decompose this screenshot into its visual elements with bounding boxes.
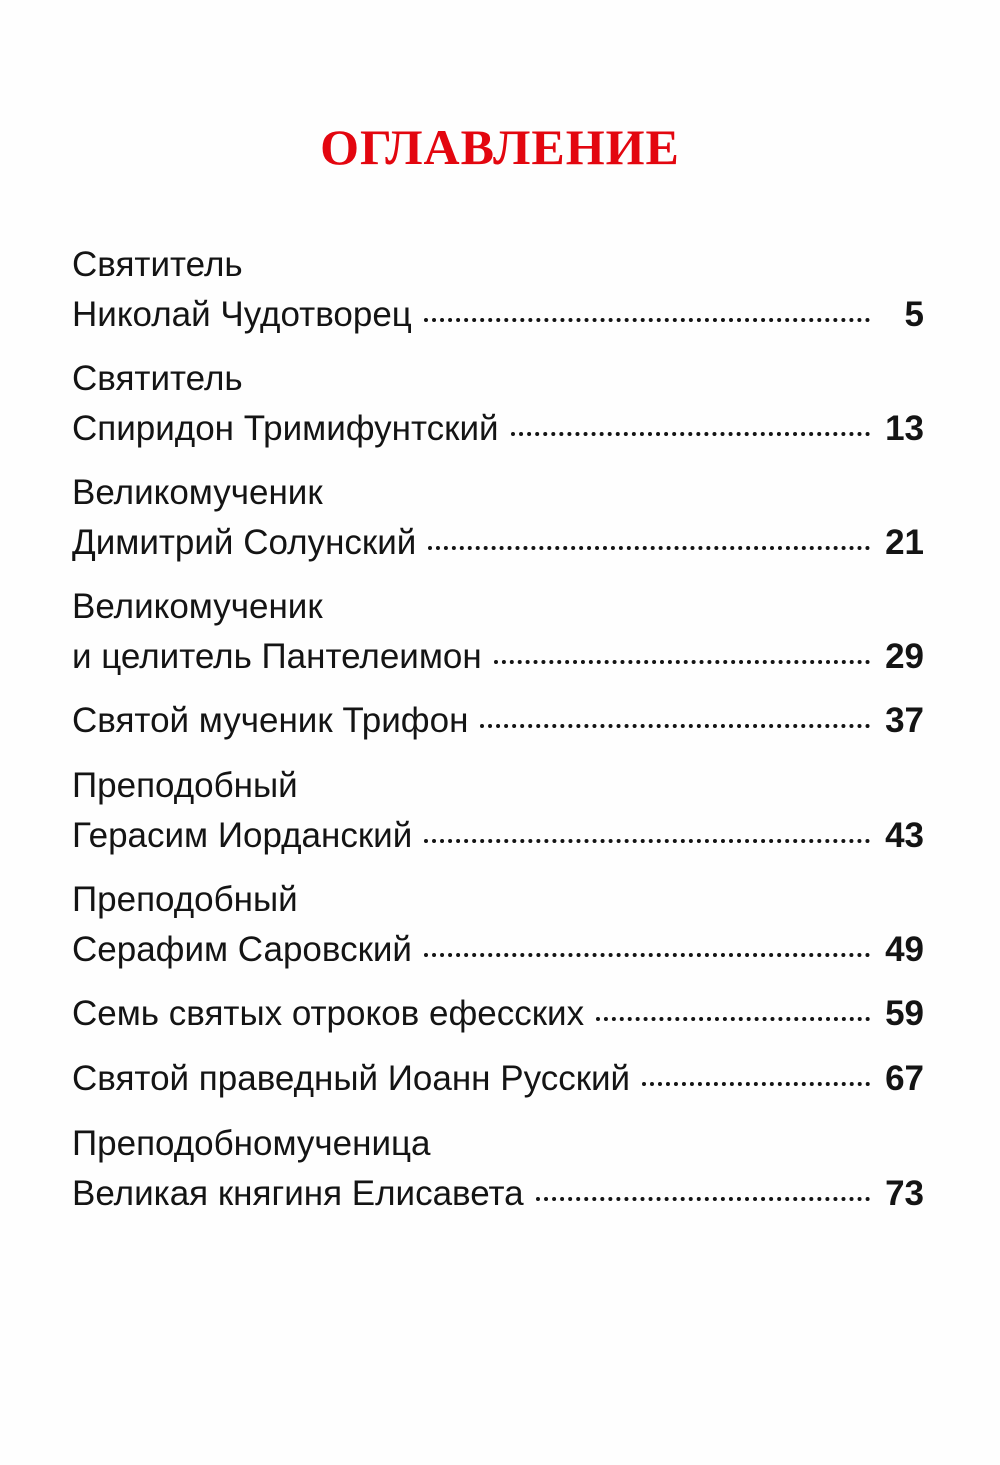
toc-page-number: 59 (885, 994, 924, 1033)
page-title: ОГЛАВЛЕНИЕ (320, 119, 680, 175)
toc-entry-title: Святой праведный Иоанн Русский (72, 1059, 631, 1098)
dot-leader (494, 660, 870, 664)
toc-page-number: 5 (904, 295, 924, 334)
toc-entry-title: Николай Чудотворец (72, 295, 412, 334)
toc-entry-title: и целитель Пантелеимон (72, 637, 482, 676)
toc-entry[interactable] (72, 696, 924, 746)
dot-leader (511, 432, 870, 436)
toc-entry[interactable] (72, 1119, 924, 1219)
toc-entry[interactable] (72, 354, 924, 454)
toc-entry-title: Серафим Саровский (72, 930, 412, 969)
toc-entry[interactable] (72, 761, 924, 861)
toc-entry-subtitle: Великомученик (72, 473, 323, 512)
dot-leader (596, 1017, 870, 1021)
toc-entry-title: Герасим Иорданский (72, 816, 413, 855)
dot-leader (424, 318, 870, 322)
toc-entry-title: Димитрий Солунский (72, 523, 417, 562)
toc-entry[interactable] (72, 875, 924, 975)
toc-entry-title: Великая княгиня Елисавета (72, 1174, 524, 1213)
dot-leader (428, 546, 870, 550)
toc-entry-title: Семь святых отроков ефесских (72, 994, 585, 1033)
toc-page-number: 73 (885, 1174, 924, 1213)
table-of-contents (72, 240, 924, 1233)
toc-page-number: 43 (885, 816, 924, 855)
toc-page-number: 13 (885, 409, 924, 448)
toc-page-number: 37 (885, 701, 924, 740)
toc-page-number: 29 (885, 637, 924, 676)
toc-entry[interactable] (72, 1054, 924, 1104)
toc-entry[interactable] (72, 582, 924, 682)
toc-entry-title: Святой мученик Трифон (72, 701, 469, 740)
toc-entry-subtitle: Святитель (72, 245, 243, 284)
toc-entry-subtitle: Преподобномученица (72, 1124, 431, 1163)
toc-entry-subtitle: Святитель (72, 359, 243, 398)
toc-page-number: 67 (885, 1059, 924, 1098)
toc-page-number: 21 (885, 523, 924, 562)
dot-leader (424, 953, 870, 957)
dot-leader (642, 1082, 870, 1086)
toc-entry[interactable] (72, 240, 924, 340)
dot-leader (480, 724, 870, 728)
toc-entry-subtitle: Великомученик (72, 587, 323, 626)
toc-entry-subtitle: Преподобный (72, 766, 298, 805)
toc-entry-subtitle: Преподобный (72, 880, 298, 919)
dot-leader (536, 1197, 870, 1201)
toc-entry-title: Спиридон Тримифунтский (72, 409, 499, 448)
toc-entry[interactable] (72, 468, 924, 568)
dot-leader (424, 839, 870, 843)
toc-page-number: 49 (885, 930, 924, 969)
toc-entry[interactable] (72, 989, 924, 1039)
